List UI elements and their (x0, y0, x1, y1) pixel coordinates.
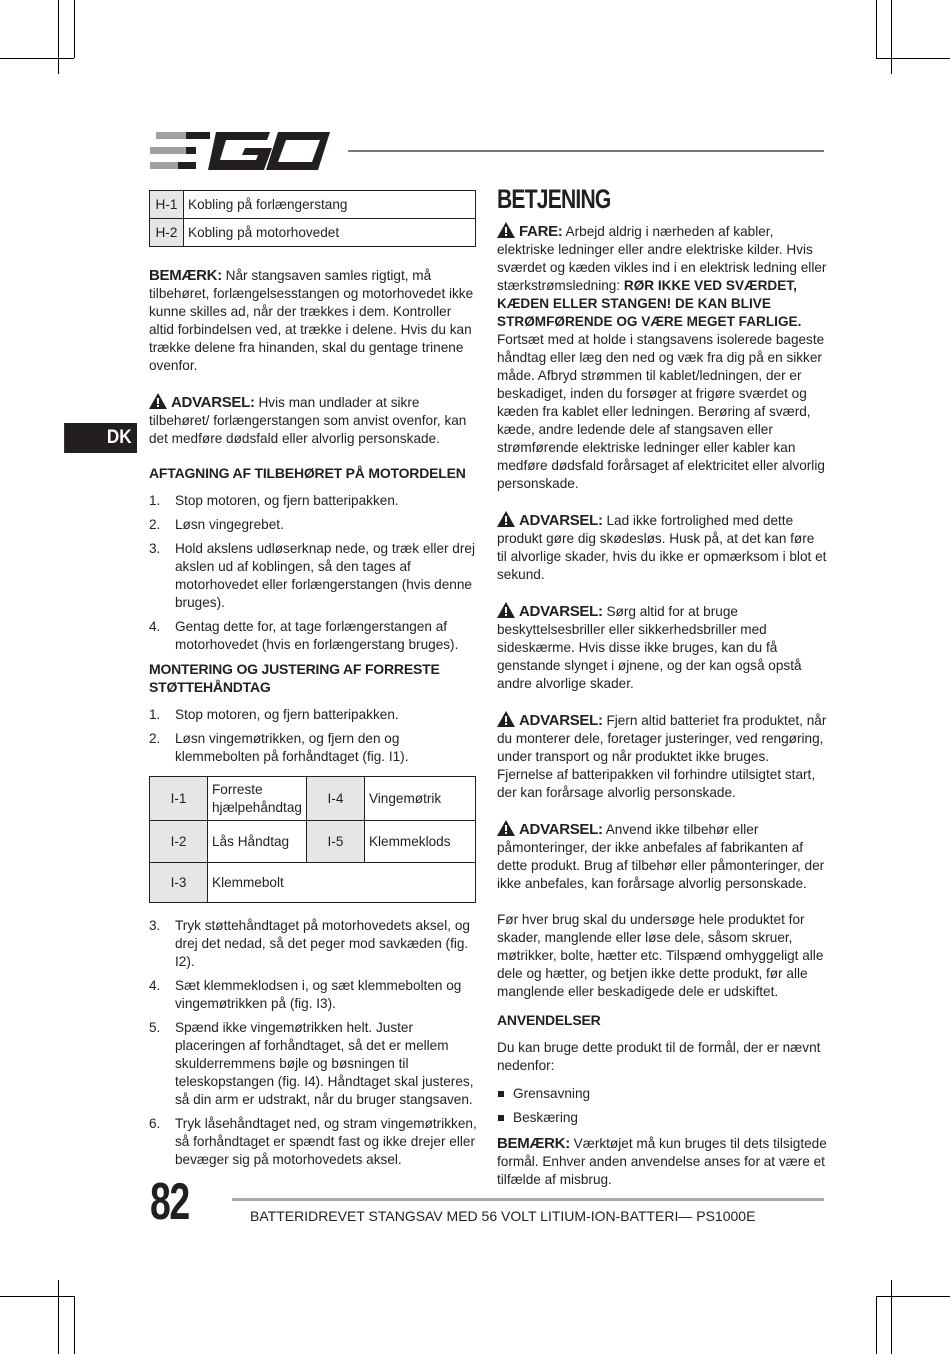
step-text: Hold akslens udløserknap nede, og træk eller drej akslen ud af koblingen, så den tages af motorhovedet eller forlængerstangen (hvis denne bruges). (175, 541, 475, 610)
table-row (150, 191, 476, 219)
list-item (149, 516, 477, 534)
list-item: Beskæring (497, 1109, 827, 1127)
crop-mark (891, 1280, 892, 1354)
warning-label: ADVARSEL: (519, 712, 603, 729)
step-number: 1. (149, 493, 161, 508)
step-number: 2. (149, 517, 161, 532)
uses-intro: Du kan bruge dette produkt til de formål, der er nævnt nedenfor: (497, 1040, 821, 1073)
crop-mark (891, 0, 892, 74)
step-number: 5. (149, 1020, 161, 1035)
right-column (497, 184, 827, 1199)
table-row (150, 863, 476, 903)
section-heading-mounting: MONTERING OG JUSTERING AF FORRESTE STØTTEHÅNDTAG (149, 661, 440, 695)
warning-paragraph (497, 511, 827, 584)
crop-mark (74, 1296, 75, 1354)
language-tab: DK (64, 423, 137, 453)
warning-paragraph (497, 820, 827, 893)
step-text: Løsn vingegrebet. (175, 517, 284, 532)
note-text: Værktøjet må kun bruges til dets tilsigtede formål. Enhver anden anvendelse anses for at være et tilfælde af misbrug. (497, 1136, 827, 1187)
list-item (149, 1019, 477, 1109)
table-cell-code: H-1 (150, 191, 184, 219)
table-row (150, 821, 476, 863)
note-label: BEMÆRK: (497, 1135, 570, 1152)
list-item (149, 618, 477, 654)
parts-table-i (149, 776, 476, 903)
table-row (150, 777, 476, 821)
step-text: Tryk støttehåndtaget på motorhovedets aksel, og drej det nedad, så det peger mod savkæden (fig. I2). (175, 918, 470, 969)
warning-triangle-icon (149, 393, 167, 409)
warning-triangle-icon (497, 711, 515, 727)
warning-paragraph (497, 711, 827, 802)
list-item (149, 977, 477, 1013)
step-number: 4. (149, 619, 161, 634)
danger-text: Arbejd aldrig i nærheden af kabler, elektriske ledninger eller andre elektriske kilder. Hvis sværdet og kæden vikles ind i en elektrisk ledning eller stærkstrømsledning: (497, 224, 827, 293)
section-heading-uses: ANVENDELSER (497, 1012, 601, 1028)
table-cell-code: I-3 (150, 863, 208, 903)
table-cell-text: Klemmeklods (364, 821, 475, 863)
step-text: Stop motoren, og fjern batteripakken. (175, 493, 399, 508)
table-cell-text: Forreste hjælpehåndtag (208, 777, 307, 821)
crop-mark (876, 1296, 877, 1354)
crop-mark (0, 58, 74, 59)
table-cell-text: Kobling på forlængerstang (184, 191, 476, 219)
parts-table-h (149, 190, 476, 247)
step-number: 4. (149, 978, 161, 993)
crop-mark (876, 0, 877, 58)
removal-steps (149, 492, 477, 654)
table-row (150, 219, 476, 247)
footer-title: BATTERIDREVET STANGSAV MED 56 VOLT LITIUM-ION-BATTERI— PS1000E (250, 1208, 756, 1224)
crop-mark (58, 1280, 59, 1354)
step-text: Løsn vingemøtrikken, og fjern den og klemmebolten på forhåndtaget (fig. I1). (175, 731, 409, 764)
warning-label: ADVARSEL: (519, 512, 603, 529)
warning-label: ADVARSEL: (519, 821, 603, 838)
note-paragraph (497, 1135, 827, 1189)
list-item (149, 1115, 477, 1169)
list-item: Grensavning (497, 1085, 827, 1103)
step-text: Stop motoren, og fjern batteripakken. (175, 707, 399, 722)
table-cell-text: Vingemøtrik (364, 777, 475, 821)
step-number: 3. (149, 541, 161, 556)
inspection-paragraph: Før hver brug skal du undersøge hele produktet for skader, manglende eller løse dele, såsom skruer, møtrikker, bolte, hætter etc. Tilspænd omhyggeligt alle dele og hætter, og betjen ikke dette produkt, før alle manglende eller beskadigede dele er udskiftet. (497, 912, 824, 999)
step-text: Sæt klemmeklodsen i, og sæt klemmebolten og vingemøtrikken på (fig. I3). (175, 978, 462, 1011)
note-label: BEMÆRK: (149, 267, 222, 284)
table-cell-code: I-1 (150, 777, 208, 821)
table-cell-text: Lås Håndtag (208, 821, 307, 863)
list-item (149, 540, 477, 612)
mounting-steps-a (149, 706, 477, 766)
crop-mark (58, 0, 59, 74)
section-heading-operation: BETJENING (497, 184, 611, 214)
table-cell-text: Klemmebolt (208, 863, 476, 903)
warning-text: Lad ikke fortrolighed med dette produkt gøre dig skødesløs. Husk på, at det kan føre til alvorlige skader, hvis du ikke er opmærksom i blot et sekund. (497, 513, 827, 582)
footer-rule (232, 1198, 824, 1201)
step-number: 3. (149, 918, 161, 933)
warning-label: ADVARSEL: (171, 394, 255, 411)
step-number: 1. (149, 707, 161, 722)
warning-triangle-icon (497, 222, 515, 238)
step-text: Gentag dette for, at tage forlængerstangen af motorhovedet (hvis en forlængerstang bruges). (175, 619, 459, 652)
warning-triangle-icon (497, 511, 515, 527)
list-item (149, 730, 477, 766)
danger-text-continued: Fortsæt med at holde i stangsavens isolerede bageste håndtag eller læg den ned og væk fra dig på en sikker måde. Afbryd strømmen til kablet/ledningen, der er beskadiget, inden du forsøger at frigøre sværdet og kæden fra kablet eller ledningen. Berøring af sværd, kæde, andre ledende dele af stangsaven eller strømførende elektriske ledninger eller kabler kan medføre dødsfald forårsaget af elektricitet eller alvorlig personskade. (497, 332, 825, 491)
uses-list (497, 1085, 827, 1127)
warning-text: Anvend ikke tilbehør eller påmonteringer, der ikke anbefales af fabrikanten af dette produkt. Brug af tilbehør eller påmonteringer, der ikke anbefales, kan forårsage alvorlig personskade. (497, 822, 825, 891)
warning-triangle-icon (497, 602, 515, 618)
step-number: 6. (149, 1116, 161, 1131)
left-column (149, 190, 477, 1175)
list-item (149, 706, 477, 724)
header-rule (348, 150, 824, 152)
mounting-steps-b (149, 917, 477, 1169)
page-number: 82 (150, 1173, 189, 1231)
warning-text: Fjern altid batteriet fra produktet, når du monterer dele, foretager justeringer, ved rengøring, under transport og når produktet ikke bruges. Fjernelse af batteripakken vil forhindre utilsigtet start, der kan forårsage alvorlig personskade. (497, 713, 827, 800)
ego-logo (150, 130, 330, 172)
section-heading-removal: AFTAGNING AF TILBEHØRET PÅ MOTORDELEN (149, 465, 466, 481)
danger-bold-text: RØR IKKE VED SVÆRDET, KÆDEN ELLER STANGEN! DE KAN BLIVE STRØMFØRENDE OG VÆRE MEGET FARLIGE. (497, 278, 802, 329)
step-text: Tryk låsehåndtaget ned, og stram vingemøtrikken, så forhåndtaget er spændt fast og ikke drejer eller bevæger sig på motorhovedets aksel. (175, 1116, 477, 1167)
warning-text: Hvis man undlader at sikre tilbehøret/ forlængerstangen som anvist ovenfor, kan det medføre dødsfald eller alvorlig personskade. (149, 395, 467, 446)
danger-label: FARE: (519, 223, 563, 240)
table-cell-code: I-4 (306, 777, 364, 821)
crop-mark (876, 1296, 950, 1297)
note-text: Når stangsaven samles rigtigt, må tilbehøret, forlængelsesstangen og motorhovedet ikke kunne skilles ad, når der trækkes i dem. Kontroller altid forbindelsen ved, at trække i delene. Hvis du kan trække delene fra hinanden, skal du gentage trinene ovenfor. (149, 268, 474, 373)
warning-triangle-icon (497, 820, 515, 836)
crop-mark (876, 58, 950, 59)
warning-paragraph (149, 393, 477, 448)
danger-paragraph (497, 222, 827, 493)
table-cell-code: H-2 (150, 219, 184, 247)
crop-mark (74, 0, 75, 58)
warning-text: Sørg altid for at bruge beskyttelsesbriller eller sikkerhedsbriller med sideskærme. Hvis disse ikke bruges, kan du få genstande slynget i øjnene, og der kan også opstå andre alvorlige skader. (497, 604, 802, 691)
warning-paragraph (497, 602, 827, 693)
crop-mark (0, 1296, 74, 1297)
step-number: 2. (149, 731, 161, 746)
step-text: Spænd ikke vingemøtrikken helt. Juster placeringen af forhåndtaget, så det er mellem skulderremmens bøjle og bøsningen til teleskopstangen (fig. I4). Håndtaget skal justeres, så din arm er udstrakt, når du bruger stangsaven. (175, 1020, 474, 1107)
list-item (149, 917, 477, 971)
table-cell-code: I-5 (306, 821, 364, 863)
table-cell-text: Kobling på motorhovedet (184, 219, 476, 247)
warning-label: ADVARSEL: (519, 603, 603, 620)
note-paragraph (149, 267, 477, 375)
table-cell-code: I-2 (150, 821, 208, 863)
list-item (149, 492, 477, 510)
